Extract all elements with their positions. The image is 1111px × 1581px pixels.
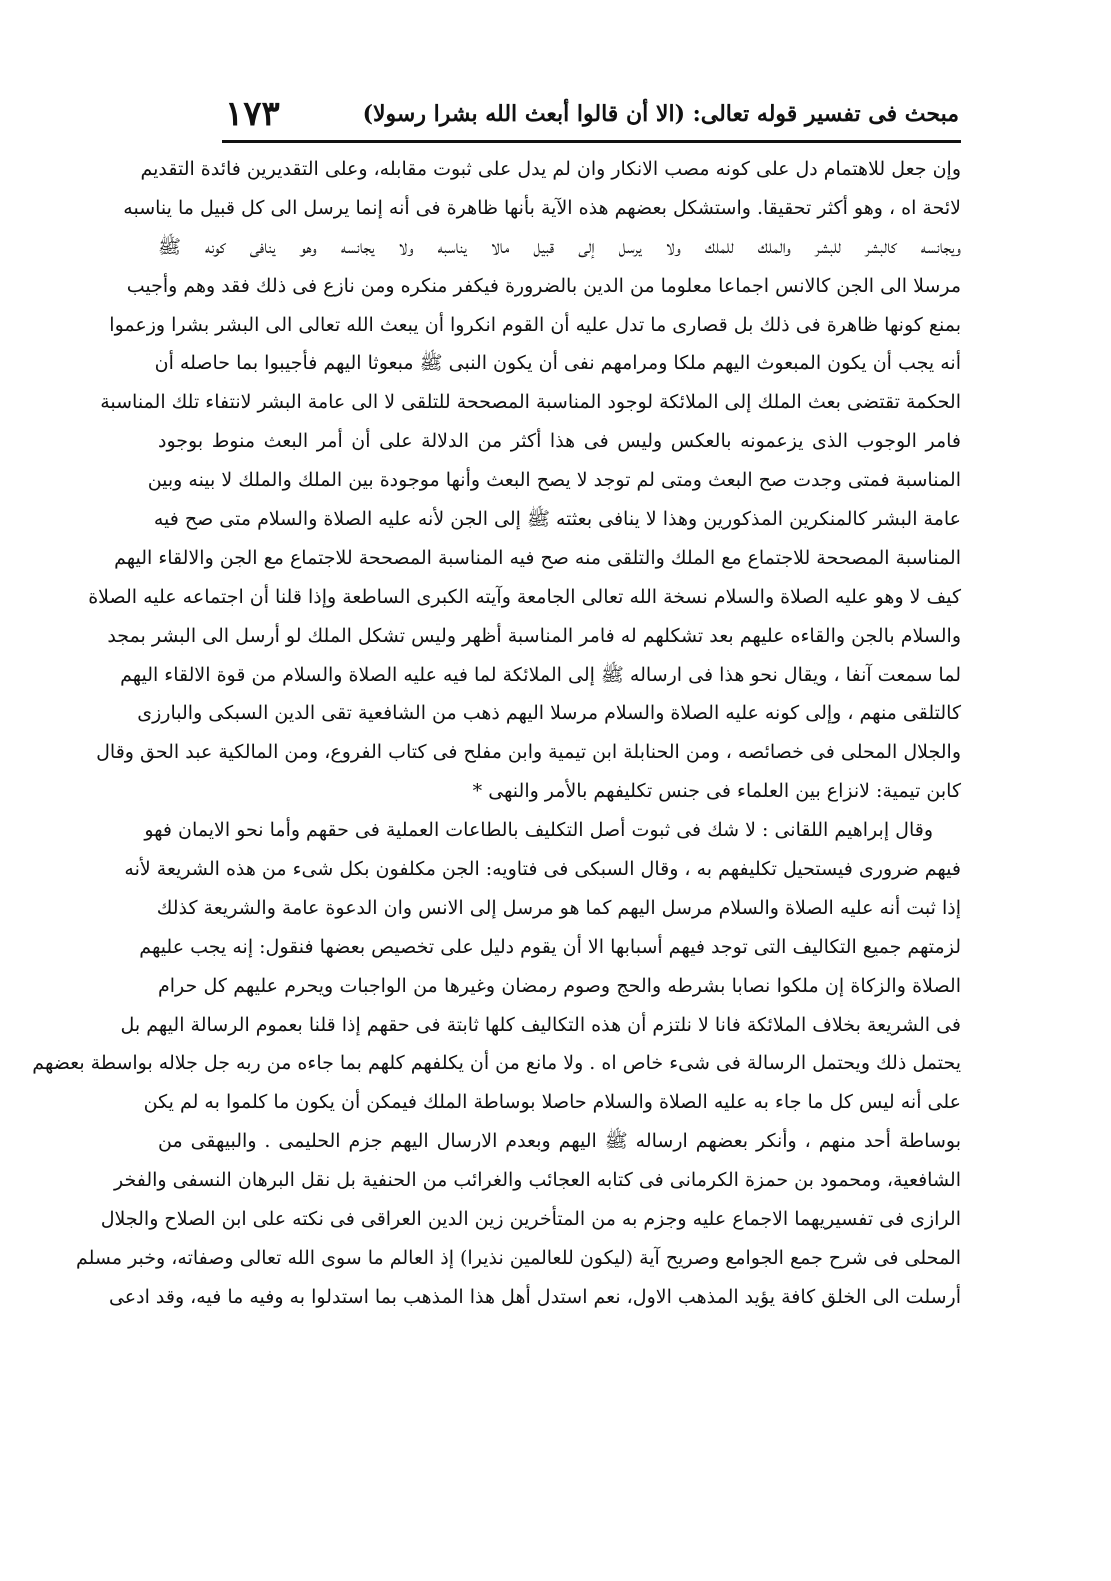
text-line: لزمتهم جميع التكاليف التى توجد فيهم أسبابها الا أن يقوم دليل على تخصيص بعضها فنقول: إنه يجب عليهم: [139, 935, 961, 958]
text-line: فامر الوجوب الذى يزعمونه بالعكس وليس فى هذا أكثر من الدلالة على أن أمر البعث منوط بوجود: [158, 430, 961, 453]
text-line: وإن جعل للاهتمام دل على كونه مصب الانكار وان لم يدل على ثبوت مقابله، وعلى التقديرين فائدة التقديم: [140, 158, 961, 180]
text-line: فيهم ضرورى فيستحيل تكليفهم به ، وقال السبكى فى فتاويه: الجن مكلفون بكل شىء من هذه الشريعة لأنه: [124, 858, 961, 881]
running-title: مبحث فی تفسیر قوله تعالی: (الا أن قالوا أبعث الله بشرا رسولا): [362, 101, 959, 127]
text-line: كيف لا وهو عليه الصلاة والسلام نسخة الله تعالى الجامعة وآيته الكبرى الساطعة وإذا قلنا أن اجتماعه عليه الصلاة: [88, 585, 961, 608]
text-line: إذا ثبت أنه عليه الصلاة والسلام مرسل اليهم كما هو مرسل إلى الانس وان الدعوة عامة والشريعة كذلك: [156, 896, 961, 919]
text-line: الرازى فى تفسيريهما الاجماع عليه وجزم به من المتأخرين زين الدين العراقى فى نكته على ابن الصلاح والجلال: [100, 1208, 961, 1231]
paragraph-start-line: وقال إبراهيم اللقانى : لا شك فى ثبوت أصل التكليف بالطاعات العملية فى حقهم وأما نحو الايمان فهو: [144, 819, 933, 842]
text-line: لائحة اه ، وهو أكثر تحقيقا. واستشكل بعضهم هذه الآية بأنها ظاهرة فى أنه إنما يرسل الى كل قبيل ما يناسبه: [123, 196, 961, 219]
header-rule: [222, 140, 961, 143]
text-line: الصلاة والزكاة إن ملكوا نصابا بشرطه والحج وصوم رمضان وغيرها من الواجبات ويحرم عليهم كل حرام: [158, 974, 961, 997]
text-line: مرسلا الى الجن كالانس اجماعا معلوما من الدين بالضرورة فيكفر منكره ومن نازع فى ذلك فقد وهم وأجيب: [126, 274, 961, 297]
text-line: أنه يجب أن يكون المبعوث اليهم ملكا ومرامهم نفى أن يكون النبى ﷺ مبعوثا اليهم فأجيبوا بما حاصله أن: [154, 352, 961, 375]
text-line: الحكمة تقتضى بعث الملك إلى الملائكة لوجود المناسبة المصححة للتلقى لا الى عامة البشر لانتفاء تلك المناسبة: [100, 391, 961, 414]
text-line: لما سمعت آنفا ، ويقال نحو هذا فى ارساله ﷺ إلى الملائكة لما فيه عليه الصلاة والسلام من قوة الالقاء اليهم: [120, 663, 961, 686]
text-line: أرسلت الى الخلق كافة يؤيد المذهب الاول، نعم استدل أهل هذا المذهب بما استدلوا به وفيه ما فيه، وقد ادعى: [108, 1285, 961, 1308]
paragraph-end-line: كابن تيمية: لانزاع بين العلماء فى جنس تكليفهم بالأمر والنهى *: [472, 780, 961, 803]
text-line: كالتلقى منهم ، وإلى كونه عليه الصلاة والسلام مرسلا اليهم ذهب من الشافعية تقى الدين السبكى والبارزى: [137, 702, 961, 725]
text-line: المحلى فى شرح جمع الجوامع وصريح آية (ليكون للعالمين نذيرا) إذ العالم ما سوى الله تعالى وصفاته، وخبر مسلم: [75, 1246, 961, 1269]
text-line: الشافعية، ومحمود بن حمزة الكرمانى فى كتابه العجائب والغرائب من الحنفية بل نقل البرهان النسفى والفخر: [114, 1169, 961, 1192]
text-line: عامة البشر كالمنكرين المذكورين وهذا لا ينافى بعثته ﷺ إلى الجن لأنه عليه الصلاة والسلام متى صح فيه: [153, 508, 961, 531]
text-line: المناسبة فمتى وجدت صح البعث ومتى لم توجد لا يصح البعث وأنها موجودة بين الملك والملك لا بينه وبين: [147, 469, 961, 492]
text-line: فى الشريعة بخلاف الملائكة فانا لا نلتزم أن هذه التكاليف كلها ثابتة فى حقهم إذا قلنا بعموم الرسالة اليهم بل: [120, 1013, 961, 1036]
text-line: بمنع كونها ظاهرة فى ذلك بل قصارى ما تدل عليه أن القوم انكروا أن يبعث الله تعالى الى البشر بشرا وزعموا: [109, 313, 961, 336]
text-line: يحتمل ذلك ويحتمل الرسالة فى شىء خاص اه . ولا مانع من أن يكلفهم كلهم بما جاءه من ربه جل جلاله بواسطة بعضهم: [32, 1052, 961, 1075]
text-line: على أنه ليس كل ما جاء به عليه الصلاة والسلام حاصلا بوساطة الملك فيمكن أن يكون ما كلموا به لم يكن: [143, 1091, 961, 1114]
text-line: والسلام بالجن والقاءه عليهم بعد تشكلهم له فامر المناسبة أظهر وليس تشكل الملك لو أرسل الى البشر بمجد: [107, 624, 961, 647]
text-line: المناسبة المصححة للاجتماع مع الملك والتلقى منه صح فيه المناسبة المصححة للاجتماع مع الجن والالقاء اليهم: [114, 546, 961, 569]
page-number: ١٧٣: [225, 94, 280, 134]
text-line: والجلال المحلى فى خصائصه ، ومن الحنابلة ابن تيمية وابن مفلح فى كتاب الفروع، ومن المالكية عبد الحق وقال: [96, 741, 961, 764]
page-header: [225, 92, 959, 136]
text-body: [32, 150, 961, 1541]
text-line: بوساطة أحد منهم ، وأنكر بعضهم ارساله ﷺ اليهم وبعدم الارسال اليهم جزم الحليمى . والبيهقى من: [158, 1130, 961, 1153]
text-line: ويجانسه كالبشر للبشر والملك للملك ولا يرسل إلى قبيل مالا يناسبه ولا يجانسه وهو ينافى كونه ﷺ: [158, 235, 961, 258]
